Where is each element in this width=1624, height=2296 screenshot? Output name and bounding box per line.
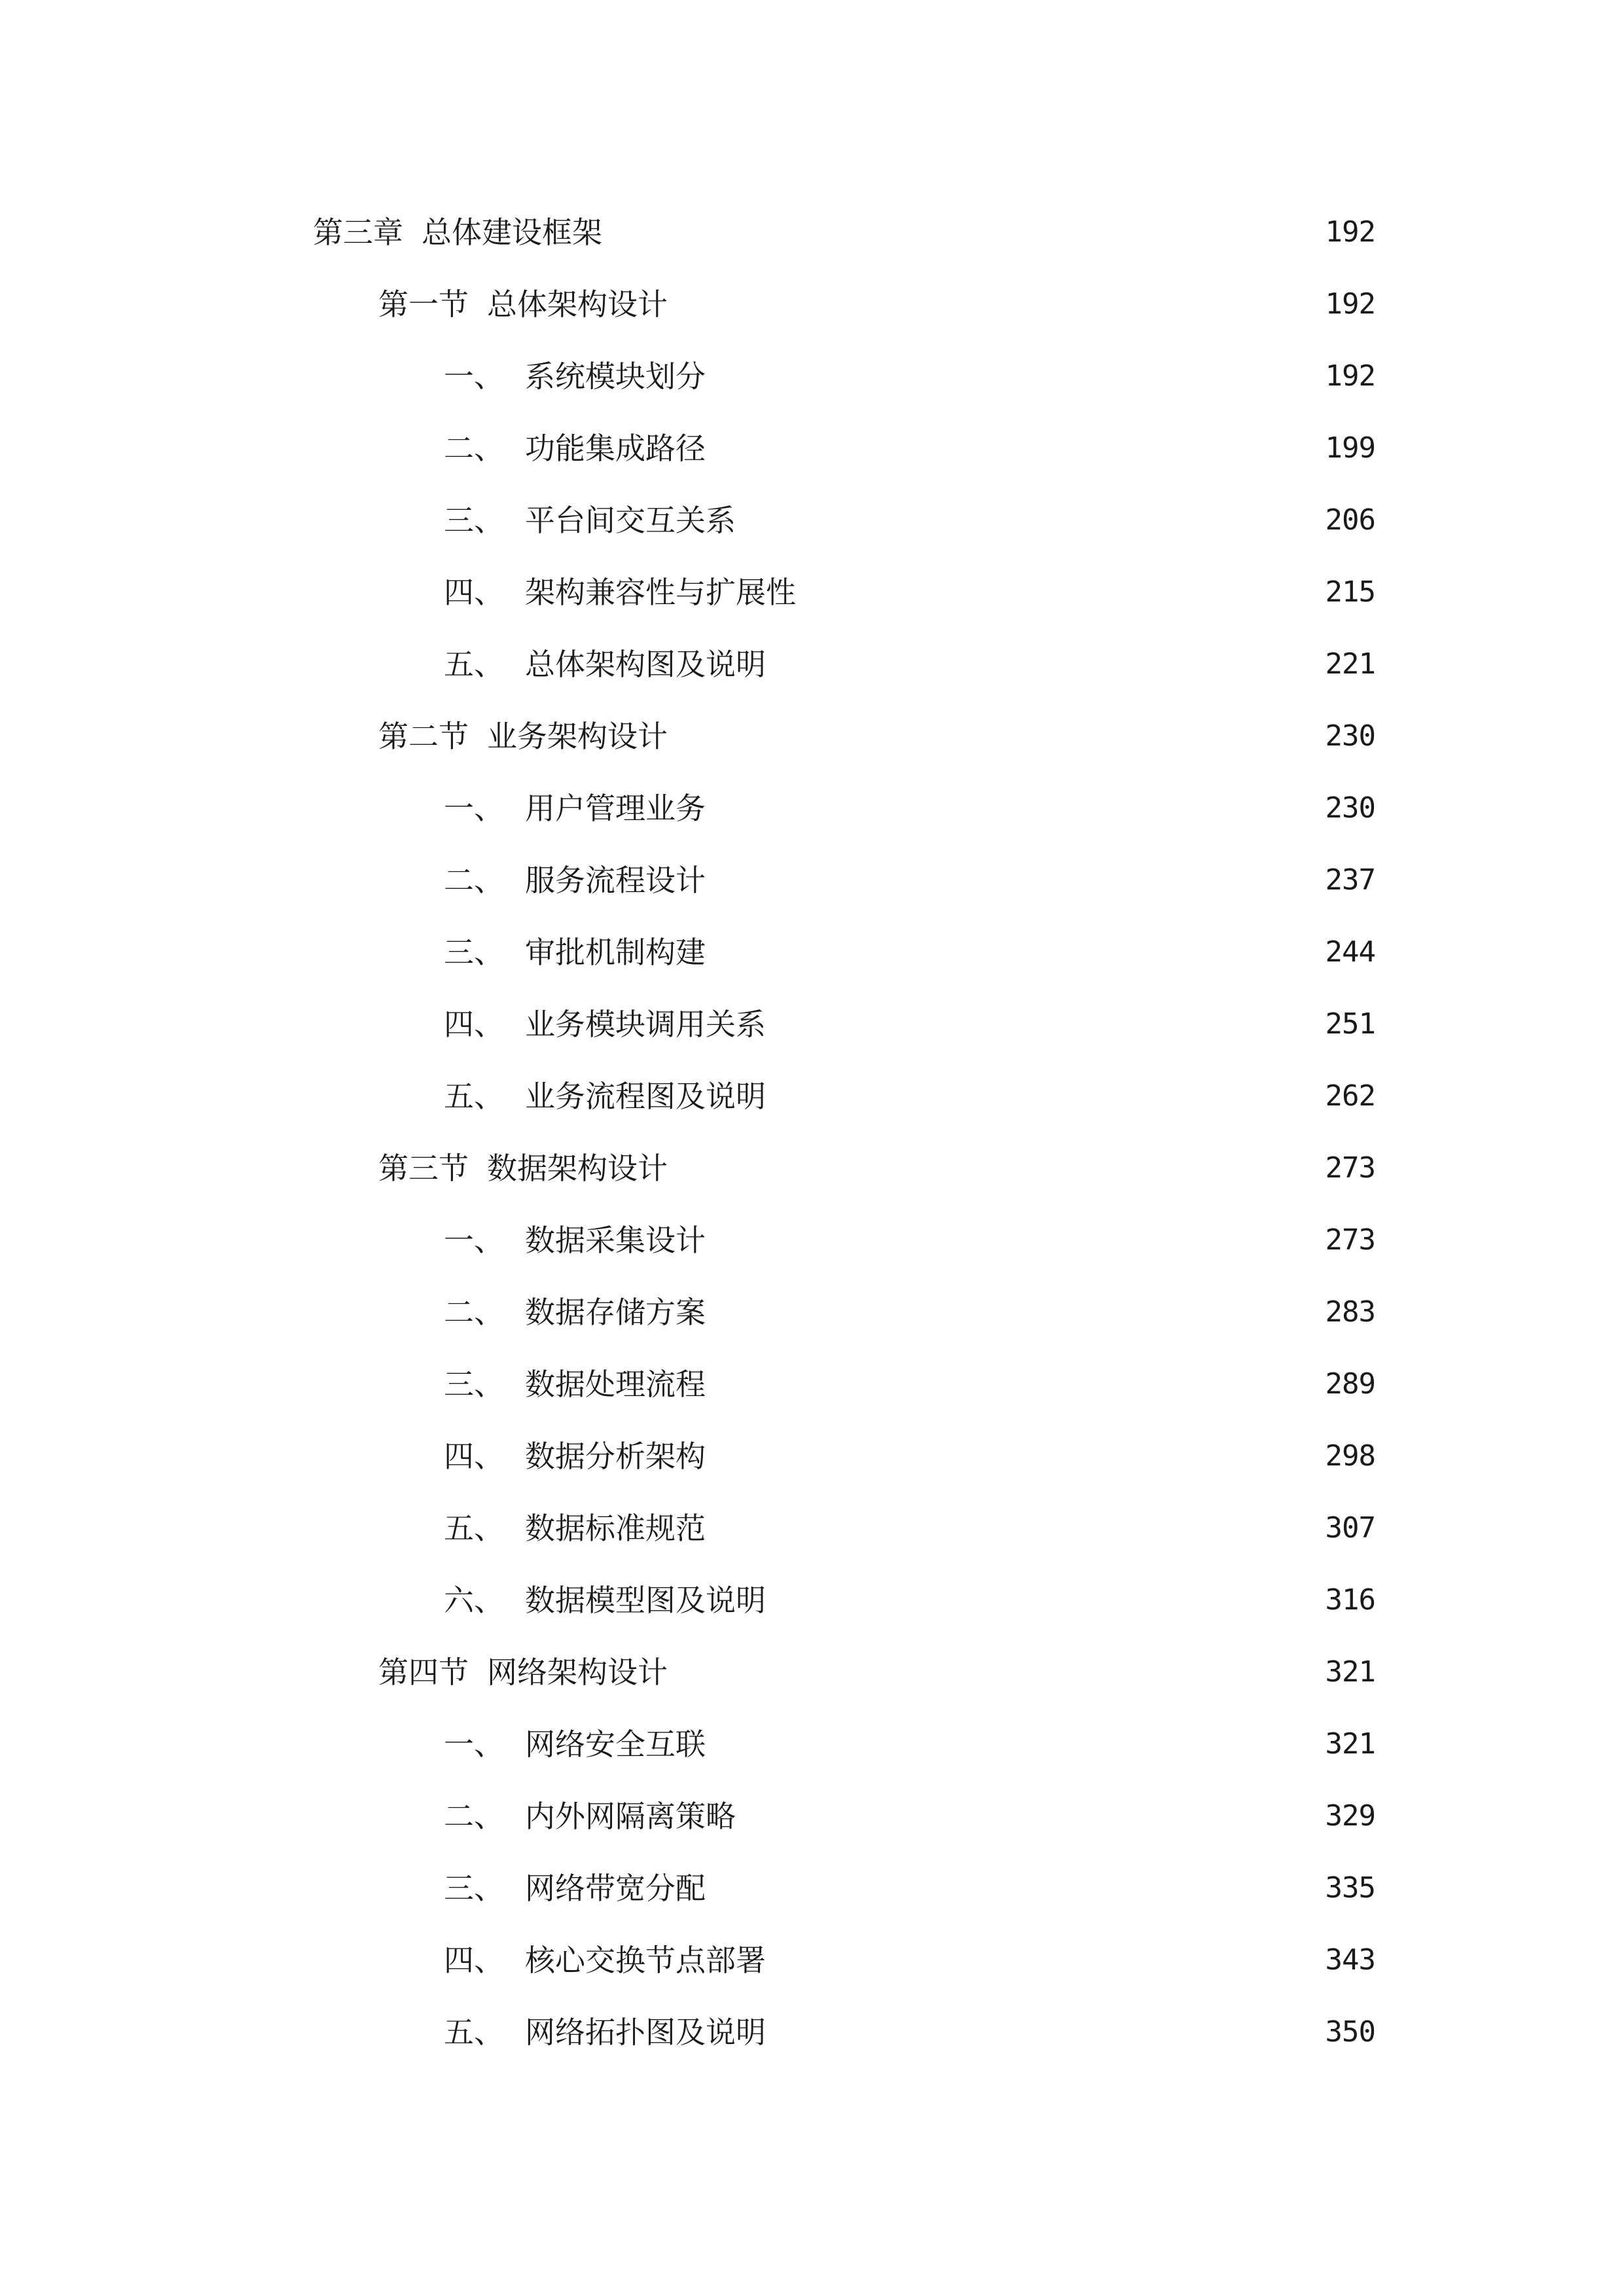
toc-entry-title: 内外网隔离策略 (525, 1799, 736, 1834)
toc-entry-number: 第四节 (378, 1655, 469, 1690)
toc-entry-page-number: 307 (1325, 1511, 1375, 1545)
toc-entry-title: 数据标准规范 (525, 1511, 706, 1546)
toc-entry-page-number: 221 (1325, 647, 1375, 681)
dot-leader (774, 649, 1311, 679)
toc-entry-number: 三、 (444, 935, 504, 970)
toc-entry-page-number: 321 (1325, 1655, 1375, 1689)
dot-leader (713, 1873, 1311, 1903)
dot-leader (713, 361, 1311, 391)
toc-entry-title: 网络安全互联 (525, 1727, 706, 1762)
dot-leader (774, 1585, 1311, 1615)
toc-entry-number: 四、 (444, 1007, 504, 1042)
toc-entry-title: 数据模型图及说明 (525, 1583, 766, 1618)
dot-leader (713, 1225, 1311, 1255)
toc-entry-title: 网络拓扑图及说明 (525, 2015, 766, 2050)
toc-entry-title: 用户管理业务 (525, 791, 706, 826)
dot-leader (676, 289, 1311, 319)
toc-entry-page-number: 298 (1325, 1439, 1375, 1473)
dot-leader (676, 1153, 1311, 1183)
toc-entry-number: 六、 (444, 1583, 504, 1618)
toc-entry-item[interactable] (0, 1060, 1624, 1132)
dot-leader (713, 865, 1311, 895)
toc-entry-item[interactable] (0, 772, 1624, 844)
toc-entry-item[interactable] (0, 1996, 1624, 2068)
dot-leader (713, 793, 1311, 823)
dot-leader (744, 505, 1311, 535)
toc-entry-item[interactable] (0, 988, 1624, 1060)
toc-entry-number: 一、 (444, 791, 504, 826)
toc-entry-item[interactable] (0, 1564, 1624, 1636)
toc-entry-item[interactable] (0, 1708, 1624, 1780)
toc-entry-number: 四、 (444, 1439, 504, 1474)
toc-entry-page-number: 244 (1325, 935, 1375, 969)
dot-leader (676, 721, 1311, 751)
toc-entry-page-number: 283 (1325, 1295, 1375, 1329)
toc-entry-title: 服务流程设计 (525, 863, 706, 898)
toc-entry-page-number: 289 (1325, 1367, 1375, 1401)
toc-entry-title: 总体架构图及说明 (525, 647, 766, 682)
toc-entry-item[interactable] (0, 556, 1624, 628)
toc-entry-number: 三、 (444, 503, 504, 538)
toc-entry-number: 四、 (444, 575, 504, 610)
toc-entry-page-number: 206 (1325, 503, 1375, 537)
toc-entry-number: 三、 (444, 1367, 504, 1402)
toc-entry-item[interactable] (0, 1276, 1624, 1348)
dot-leader (610, 217, 1311, 247)
toc-entry-page-number: 192 (1325, 287, 1375, 321)
toc-entry-page-number: 316 (1325, 1583, 1375, 1617)
toc-entry-page-number: 343 (1325, 1943, 1375, 1977)
toc-entry-title: 平台间交互关系 (525, 503, 736, 538)
toc-entry-section[interactable] (0, 1132, 1624, 1204)
toc-entry-title: 审批机制构建 (525, 935, 706, 970)
toc-entry-number: 一、 (444, 1223, 504, 1258)
dot-leader (713, 1441, 1311, 1471)
toc-entry-item[interactable] (0, 340, 1624, 412)
dot-leader (676, 1657, 1311, 1687)
toc-entry-page-number: 329 (1325, 1799, 1375, 1833)
toc-entry-title: 数据存储方案 (525, 1295, 706, 1330)
toc-entry-title: 数据架构设计 (487, 1151, 668, 1186)
toc-entry-title: 网络架构设计 (487, 1655, 668, 1690)
toc-entry-title: 业务架构设计 (487, 719, 668, 754)
toc-entry-page-number: 230 (1325, 791, 1375, 825)
toc-entry-title: 总体建设框架 (422, 215, 602, 250)
toc-entry-number: 第三章 (313, 215, 403, 250)
dot-leader (713, 1729, 1311, 1759)
toc-entry-number: 五、 (444, 2015, 504, 2050)
toc-entry-item[interactable] (0, 1492, 1624, 1564)
toc-entry-number: 五、 (444, 1511, 504, 1546)
toc-entry-page-number: 273 (1325, 1151, 1375, 1185)
dot-leader (713, 433, 1311, 463)
toc-entry-item[interactable] (0, 1348, 1624, 1420)
dot-leader (774, 1009, 1311, 1039)
toc-entry-title: 架构兼容性与扩展性 (525, 575, 796, 610)
toc-entry-chapter[interactable] (0, 196, 1624, 268)
toc-entry-title: 功能集成路径 (525, 431, 706, 466)
toc-entry-page-number: 321 (1325, 1727, 1375, 1761)
toc-entry-title: 业务模块调用关系 (525, 1007, 766, 1042)
toc-entry-item[interactable] (0, 412, 1624, 484)
toc-entry-page-number: 350 (1325, 2015, 1375, 2049)
toc-entry-page-number: 192 (1325, 215, 1375, 249)
dot-leader (774, 2017, 1311, 2047)
toc-entry-number: 第三节 (378, 1151, 469, 1186)
toc-entry-number: 三、 (444, 1871, 504, 1906)
dot-leader (804, 577, 1311, 607)
toc-entry-item[interactable] (0, 1204, 1624, 1276)
toc-entry-page-number: 262 (1325, 1079, 1375, 1113)
toc-entry-page-number: 335 (1325, 1871, 1375, 1905)
toc-entry-title: 核心交换节点部署 (525, 1943, 766, 1978)
toc-entry-title: 网络带宽分配 (525, 1871, 706, 1906)
dot-leader (713, 1297, 1311, 1327)
toc-entry-section[interactable] (0, 268, 1624, 340)
toc-entry-page-number: 273 (1325, 1223, 1375, 1257)
dot-leader (713, 1513, 1311, 1543)
dot-leader (774, 1081, 1311, 1111)
table-of-contents (0, 196, 1624, 2068)
toc-entry-page-number: 237 (1325, 863, 1375, 897)
toc-entry-item[interactable] (0, 628, 1624, 700)
toc-entry-number: 二、 (444, 1295, 504, 1330)
toc-entry-title: 数据分析架构 (525, 1439, 706, 1474)
toc-entry-title: 总体架构设计 (487, 287, 668, 322)
toc-entry-number: 二、 (444, 1799, 504, 1834)
toc-entry-section[interactable] (0, 700, 1624, 772)
toc-entry-number: 二、 (444, 863, 504, 898)
dot-leader (744, 1801, 1311, 1831)
toc-entry-page-number: 215 (1325, 575, 1375, 609)
toc-entry-page-number: 199 (1325, 431, 1375, 465)
toc-entry-number: 一、 (444, 1727, 504, 1762)
toc-entry-item[interactable] (0, 1780, 1624, 1852)
toc-entry-page-number: 251 (1325, 1007, 1375, 1041)
toc-entry-section[interactable] (0, 1636, 1624, 1708)
toc-entry-title: 系统模块划分 (525, 359, 706, 394)
toc-entry-number: 一、 (444, 359, 504, 394)
dot-leader (713, 937, 1311, 967)
toc-entry-title: 业务流程图及说明 (525, 1079, 766, 1114)
toc-entry-title: 数据处理流程 (525, 1367, 706, 1402)
toc-entry-number: 五、 (444, 1079, 504, 1114)
toc-entry-number: 第一节 (378, 287, 469, 322)
toc-entry-number: 五、 (444, 647, 504, 682)
toc-entry-title: 数据采集设计 (525, 1223, 706, 1258)
toc-entry-item[interactable] (0, 916, 1624, 988)
dot-leader (774, 1945, 1311, 1975)
toc-entry-number: 四、 (444, 1943, 504, 1978)
toc-entry-item[interactable] (0, 484, 1624, 556)
toc-entry-item[interactable] (0, 1420, 1624, 1492)
toc-entry-page-number: 192 (1325, 359, 1375, 393)
toc-entry-item[interactable] (0, 1852, 1624, 1924)
toc-entry-number: 二、 (444, 431, 504, 466)
toc-entry-number: 第二节 (378, 719, 469, 754)
toc-entry-item[interactable] (0, 1924, 1624, 1996)
toc-entry-item[interactable] (0, 844, 1624, 916)
toc-entry-page-number: 230 (1325, 719, 1375, 753)
dot-leader (713, 1369, 1311, 1399)
